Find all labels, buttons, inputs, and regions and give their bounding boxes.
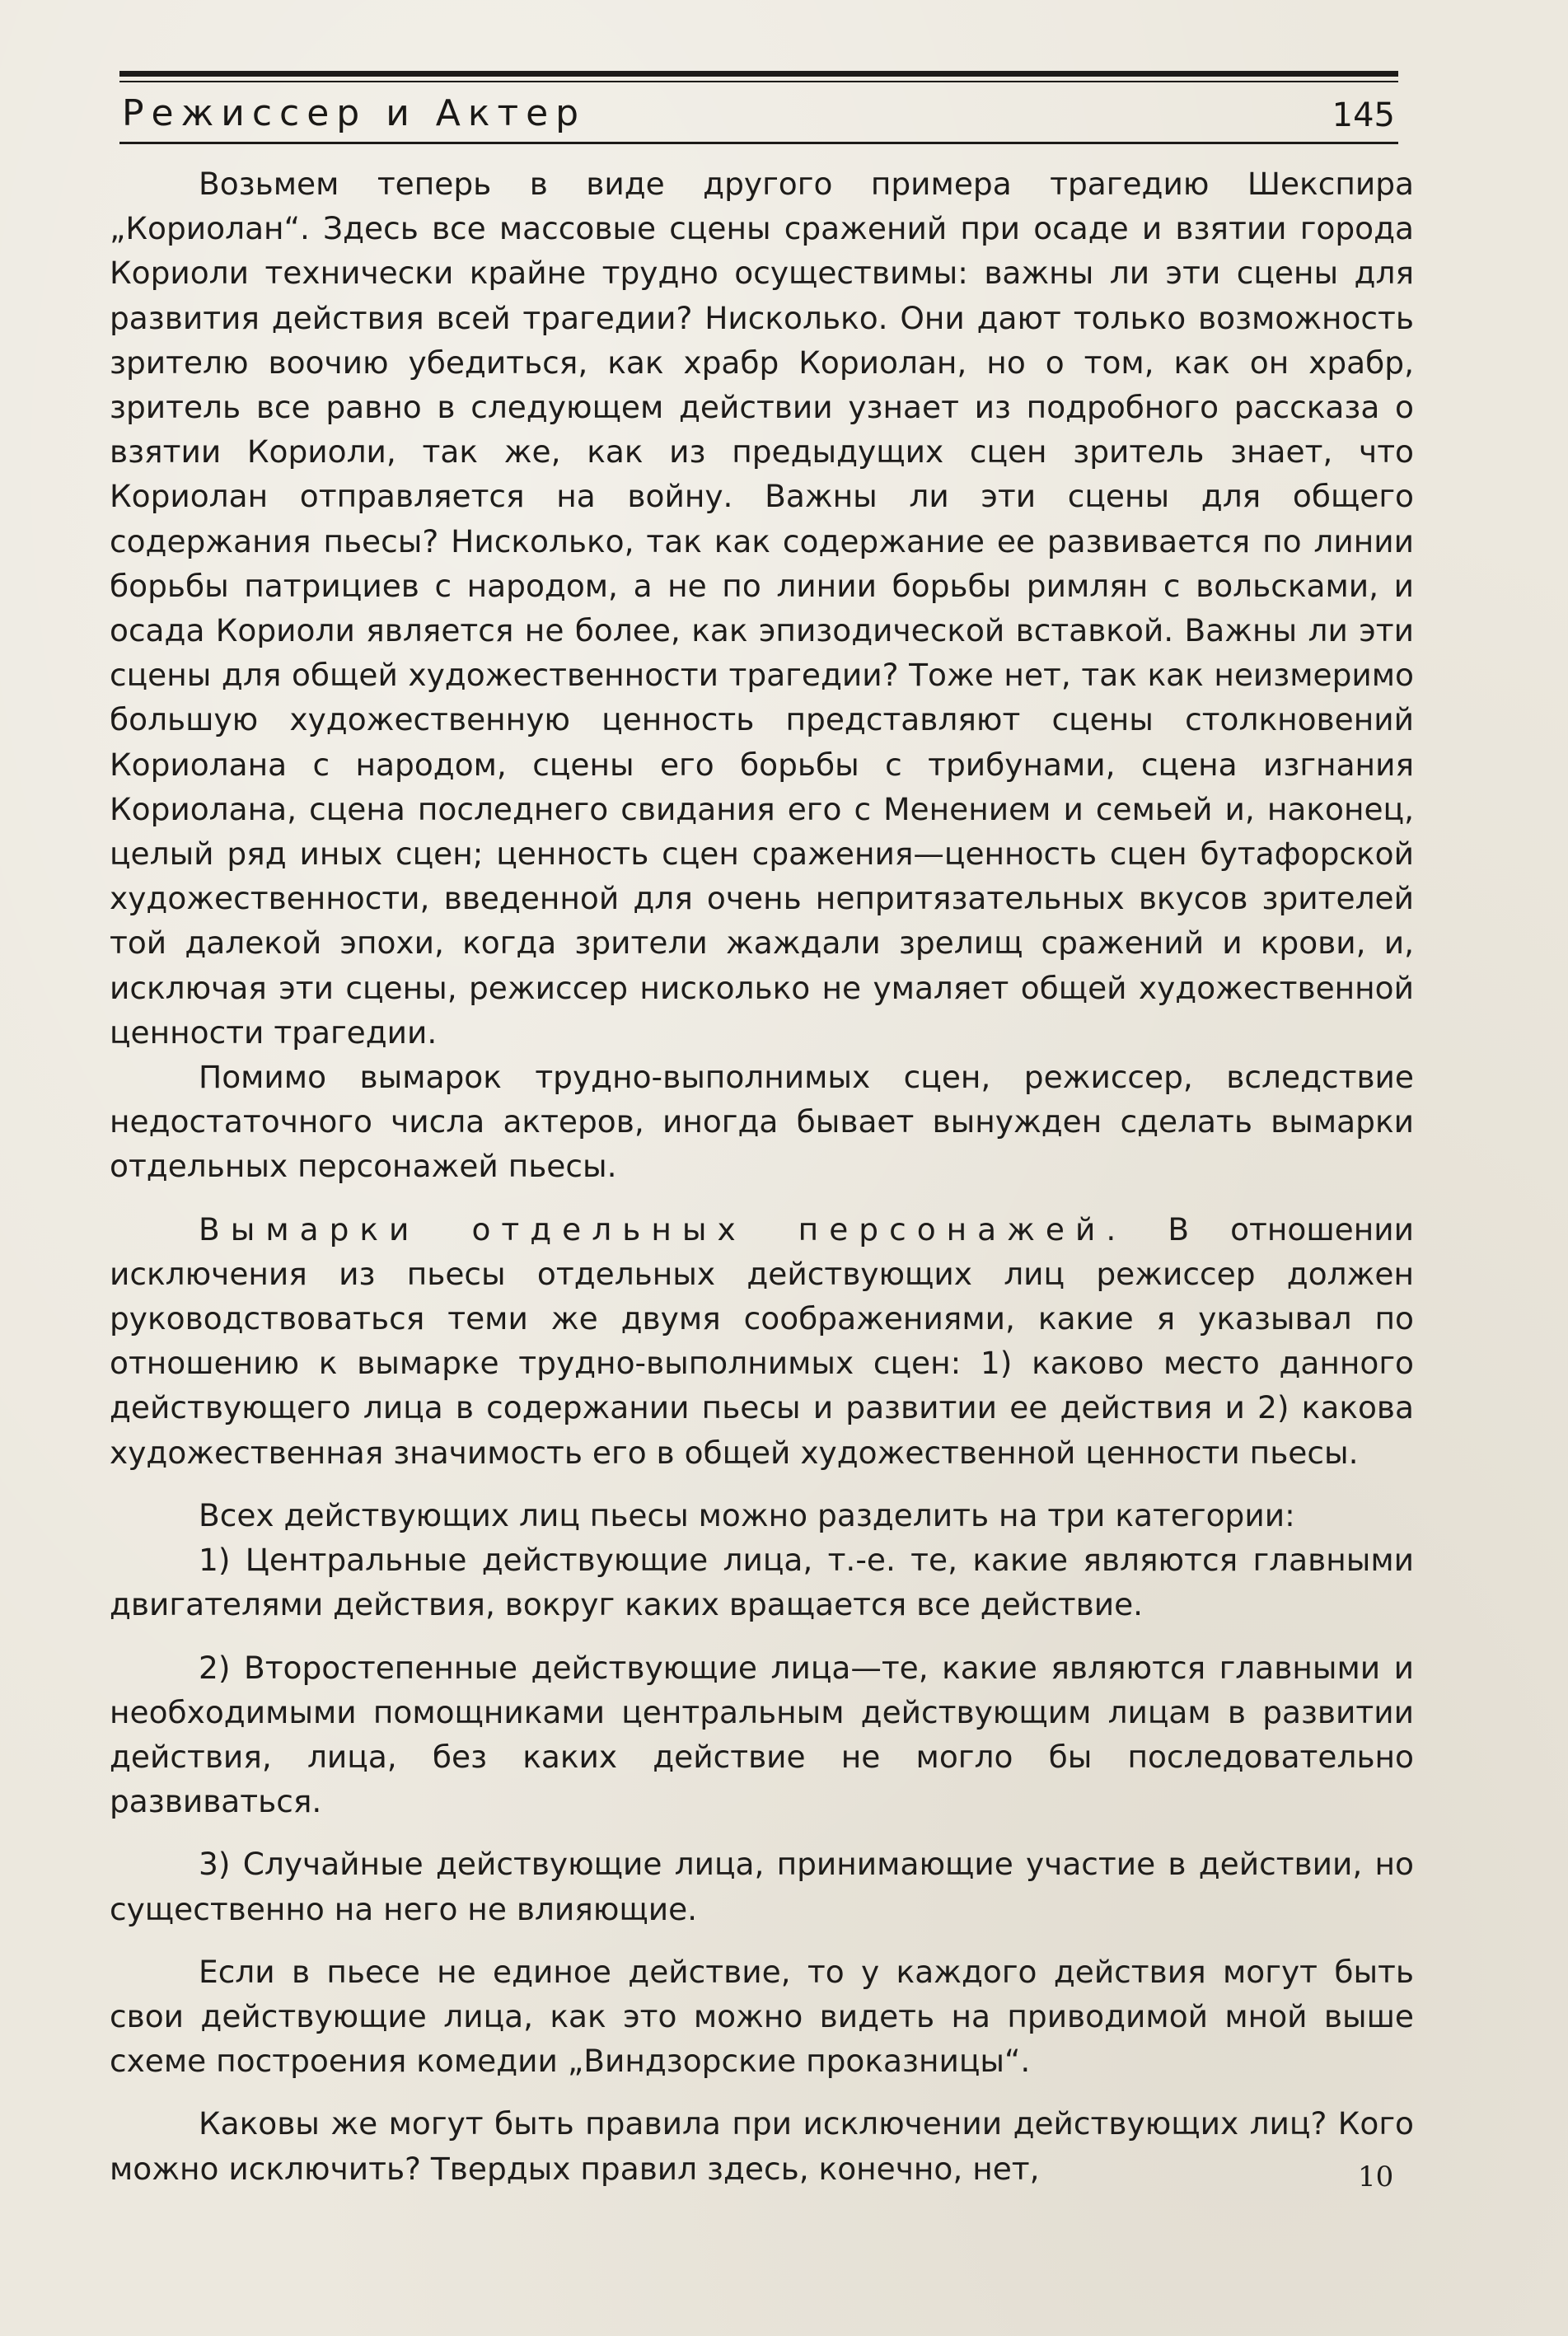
paragraph-rules: Каковы же могут быть правила при исключении действующих лиц? Кого можно исключить? Твердых правил здесь, конечно, нет, — [110, 2105, 1414, 2187]
category-item-1: 1) Центральные действующие лица, т.-е. те, какие являются главными двигателями действия, вокруг каких вращается все действие. — [110, 1542, 1414, 1623]
categories-intro: Всех действующих лиц пьесы можно разделить на три категории: — [199, 1496, 1295, 1533]
paragraph-single-action: Если в пьесе не единое действие, то у каждого действия могут быть свои действующие лица, как это можно видеть на приводимой мной выше схеме построения комедии „Виндзорские проказницы“. — [110, 1953, 1414, 2080]
paragraph-omissions: Помимо вымарок трудно-выполнимых сцен, режиссер, вследствие недостаточного числа актеров, иногда бывает вынужден сделать вымарки отдельных персонажей пьесы. — [110, 1059, 1414, 1185]
body-text — [110, 162, 1414, 2191]
category-item-3: 3) Случайные действующие лица, принимающие участие в действии, но существенно на него не влияющие. — [110, 1846, 1414, 1927]
page-number: 145 — [1332, 96, 1395, 134]
header-rule-thin — [119, 81, 1398, 82]
section-heading: Вымарки отдельных персонажей. — [199, 1210, 1127, 1248]
header-rule-bottom — [119, 142, 1398, 144]
category-item-2: 2) Второстепенные действующие лица—те, какие являются главными и необходимыми помощниками центральным действующим лицам в развитии действия, лица, без каких действие не могло бы последовательно развиваться. — [110, 1649, 1414, 1820]
signature-mark: 10 — [1358, 2160, 1394, 2193]
section-paragraph — [110, 1207, 1414, 1475]
running-title: Режиссер и Актер — [122, 92, 587, 134]
header-rule-thick — [119, 71, 1398, 77]
section-text: В отношении исключения из пьесы отдельных действующих лиц режиссер должен руководствоваться теми же двумя соображениями, какие я указывал по отношению к вымарке трудно-выполнимых сцен: 1) каково место данного действующего лица в содержании пьесы и развитии ее действия и 2) какова художественная значимость его в общей художественной ценности пьесы. — [110, 1210, 1415, 1471]
paragraph-coriolanus: Возьмем теперь в виде другого примера трагедию Шекспира „Кориолан“. Здесь все массовые сцены сражений при осаде и взятии города Кориоли технически крайне трудно осуществимы: важны ли эти сцены для развития действия всей трагедии? Нисколько. Они дают только возможность зрителю воочию убедиться, как храбр Кориолан, но о том, как он храбр, зритель все равно в следующем действии узнает из подробного рассказа о взятии Кориоли, так же, как из предыдущих сцен зритель знает, что Кориолан отправляется на войну. Важны ли эти сцены для общего содержания пьесы? Нисколько, так как содержание ее развивается по линии борьбы патрициев с народом, а не по линии борьбы римлян с вольсками, и осада Кориоли является не более, как эпизодической вставкой. Важны ли эти сцены для общей художественности трагедии? Тоже нет, так как неизмеримо большую художественную ценность представляют сцены столкновений Кориолана с народом, сцены его борьбы с трибунами, сцена изгнания Кориолана, сцена последнего свидания его с Менением и семьей и, наконец, целый ряд иных сцен; ценность сцен сражения—ценность сцен бутафорской художественности, введенной для очень непритязательных вкусов зрителей той далекой эпохи, когда зрители жаждали зрелищ сражений и крови, и, исключая эти сцены, режиссер нисколько не умаляет общей художественной ценности трагедии. — [110, 166, 1414, 1051]
